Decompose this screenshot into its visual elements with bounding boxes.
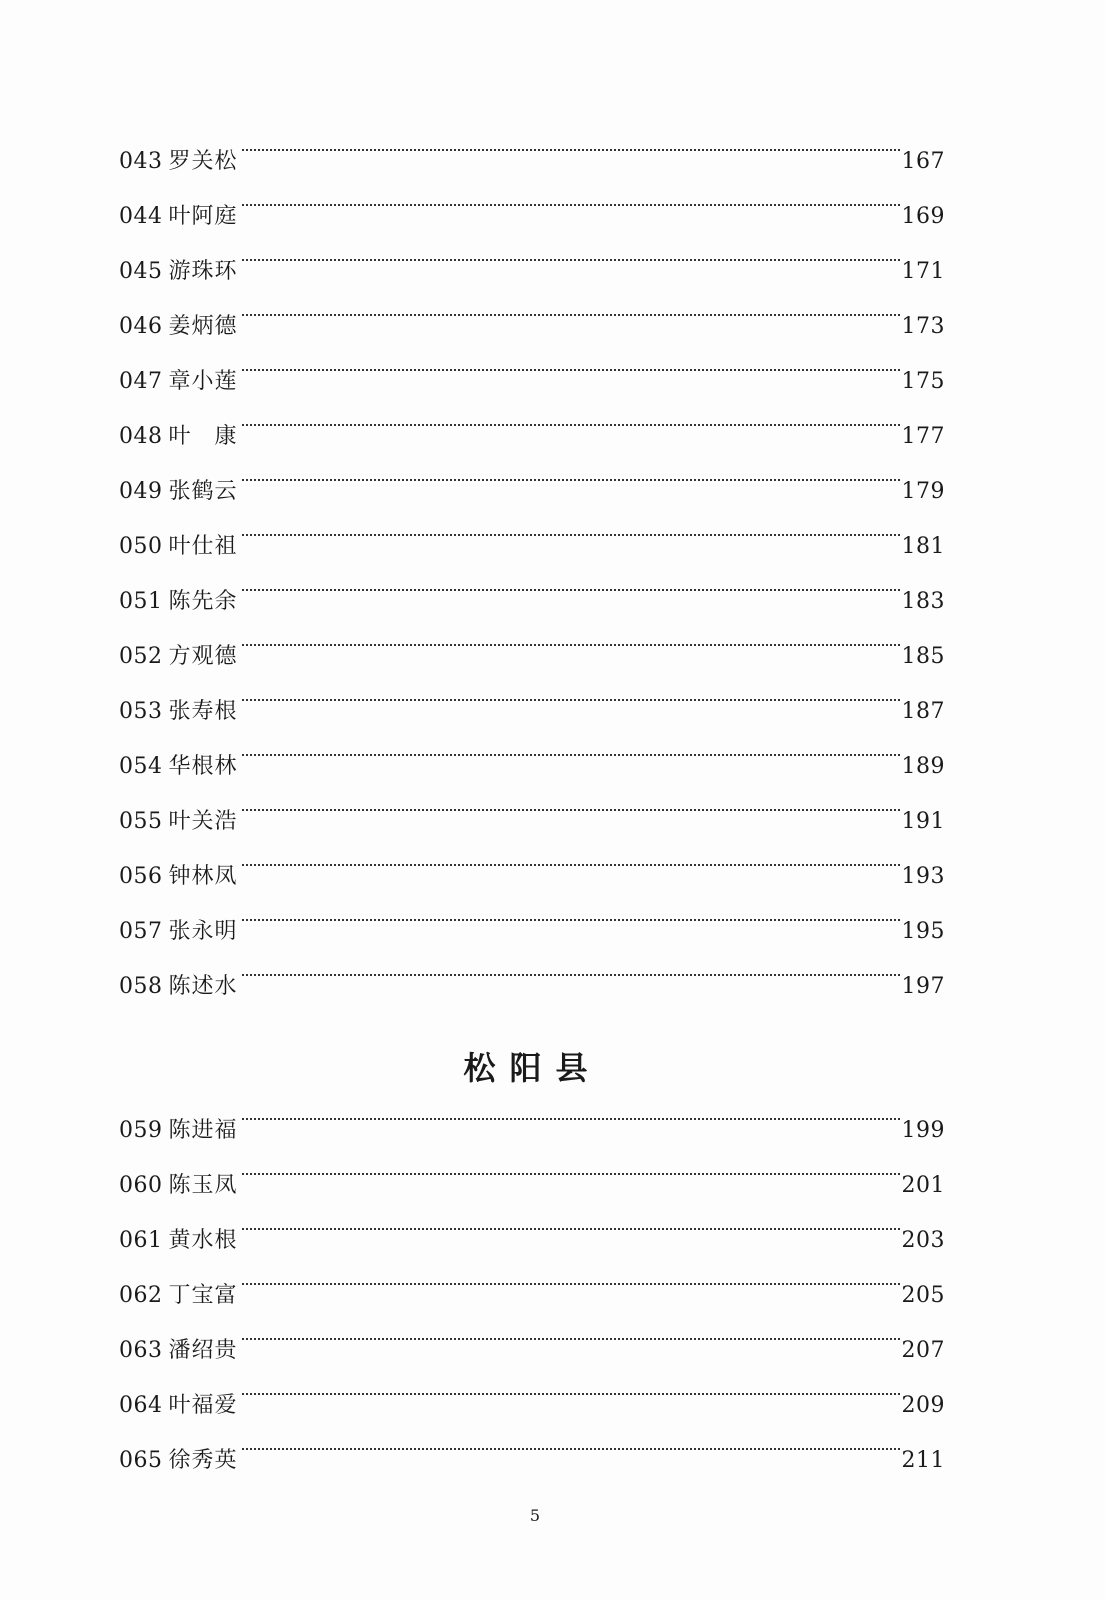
- entry-name: 黄水根: [168, 1228, 238, 1253]
- dot-leader: [242, 553, 900, 608]
- entry-number: 056: [119, 864, 163, 889]
- entry-page: 167: [901, 149, 945, 174]
- entry-name: 丁宝富: [168, 1283, 238, 1308]
- entry-number: 062: [119, 1283, 163, 1308]
- entry-name: 钟林凤: [168, 864, 238, 889]
- entry-name: 方观德: [168, 644, 238, 669]
- entry-name: 叶阿庭: [168, 204, 238, 229]
- entry-page: 173: [901, 314, 945, 339]
- toc-entry: [119, 1247, 945, 1308]
- entry-name: 叶 康: [168, 424, 238, 449]
- toc-entry: [119, 388, 945, 449]
- entry-page: 189: [901, 754, 945, 779]
- footer-page-number: 5: [529, 1506, 541, 1525]
- toc-entry: [119, 663, 945, 724]
- entry-name: 徐秀英: [168, 1448, 238, 1473]
- dot-leader: [242, 1137, 900, 1192]
- toc-entry: [119, 1412, 945, 1473]
- toc-entry: [119, 1192, 945, 1253]
- entry-name: 陈玉凤: [168, 1173, 238, 1198]
- entry-page: 203: [901, 1228, 945, 1253]
- entry-page: 171: [901, 259, 945, 284]
- toc-entry: [119, 498, 945, 559]
- entry-number: 057: [119, 919, 163, 944]
- dot-leader: [242, 388, 900, 443]
- entry-number: 046: [119, 314, 163, 339]
- dot-leader: [242, 1082, 900, 1137]
- entry-page: 177: [901, 424, 945, 449]
- toc-entry: [119, 773, 945, 834]
- entry-name: 华根林: [168, 754, 238, 779]
- entry-name: 姜炳德: [168, 314, 238, 339]
- entry-number: 059: [119, 1118, 163, 1143]
- entry-name: 章小莲: [168, 369, 238, 394]
- dot-leader: [242, 1412, 900, 1467]
- entry-page: 211: [901, 1448, 945, 1473]
- toc-entry: [119, 608, 945, 669]
- entry-number: 043: [119, 149, 163, 174]
- dot-leader: [242, 828, 900, 883]
- toc-list-bottom: [119, 1082, 945, 1473]
- dot-leader: [242, 718, 900, 773]
- toc-entry: [119, 223, 945, 284]
- entry-page: 181: [901, 534, 945, 559]
- dot-leader: [242, 883, 900, 938]
- dot-leader: [242, 223, 900, 278]
- entry-number: 055: [119, 809, 163, 834]
- entry-page: 207: [901, 1338, 945, 1363]
- entry-page: 195: [901, 919, 945, 944]
- dot-leader: [242, 113, 900, 168]
- entry-name: 张鹤云: [168, 479, 238, 504]
- dot-leader: [242, 1357, 900, 1412]
- toc-entry: [119, 168, 945, 229]
- entry-number: 065: [119, 1448, 163, 1473]
- entry-name: 陈述水: [168, 974, 238, 999]
- dot-leader: [242, 443, 900, 498]
- entry-page: 175: [901, 369, 945, 394]
- entry-number: 054: [119, 754, 163, 779]
- entry-number: 060: [119, 1173, 163, 1198]
- entry-name: 叶福爱: [168, 1393, 238, 1418]
- entry-name: 陈先余: [168, 589, 238, 614]
- toc-entry: [119, 1357, 945, 1418]
- entry-page: 199: [901, 1118, 945, 1143]
- entry-name: 叶关浩: [168, 809, 238, 834]
- dot-leader: [242, 663, 900, 718]
- section-heading: 松阳县: [463, 1049, 602, 1087]
- entry-number: 061: [119, 1228, 163, 1253]
- entry-name: 叶仕祖: [168, 534, 238, 559]
- entry-page: 179: [901, 479, 945, 504]
- dot-leader: [242, 773, 900, 828]
- entry-number: 049: [119, 479, 163, 504]
- toc-entry: [119, 828, 945, 889]
- toc-entry: [119, 1082, 945, 1143]
- toc-entry: [119, 443, 945, 504]
- entry-page: 169: [901, 204, 945, 229]
- entry-number: 044: [119, 204, 163, 229]
- entry-page: 191: [901, 809, 945, 834]
- entry-name: 张永明: [168, 919, 238, 944]
- entry-number: 063: [119, 1338, 163, 1363]
- entry-page: 185: [901, 644, 945, 669]
- entry-page: 187: [901, 699, 945, 724]
- entry-number: 047: [119, 369, 163, 394]
- toc-entry: [119, 278, 945, 339]
- toc-entry: [119, 1302, 945, 1363]
- entry-page: 183: [901, 589, 945, 614]
- toc-entry: [119, 553, 945, 614]
- entry-number: 050: [119, 534, 163, 559]
- dot-leader: [242, 938, 900, 993]
- toc-entry: [119, 1137, 945, 1198]
- entry-number: 053: [119, 699, 163, 724]
- entry-name: 陈进福: [168, 1118, 238, 1143]
- dot-leader: [242, 608, 900, 663]
- entry-name: 潘绍贵: [168, 1338, 238, 1363]
- dot-leader: [242, 333, 900, 388]
- dot-leader: [242, 1302, 900, 1357]
- entry-name: 张寿根: [168, 699, 238, 724]
- entry-page: 193: [901, 864, 945, 889]
- entry-number: 052: [119, 644, 163, 669]
- entry-name: 罗关松: [168, 149, 238, 174]
- entry-number: 058: [119, 974, 163, 999]
- entry-page: 197: [901, 974, 945, 999]
- entry-number: 051: [119, 589, 163, 614]
- toc-list-top: [119, 113, 945, 999]
- entry-page: 201: [901, 1173, 945, 1198]
- toc-entry: [119, 113, 945, 174]
- entry-name: 游珠环: [168, 259, 238, 284]
- dot-leader: [242, 1192, 900, 1247]
- dot-leader: [242, 168, 900, 223]
- toc-entry: [119, 333, 945, 394]
- dot-leader: [242, 498, 900, 553]
- entry-page: 209: [901, 1393, 945, 1418]
- dot-leader: [242, 278, 900, 333]
- toc-entry: [119, 718, 945, 779]
- entry-page: 205: [901, 1283, 945, 1308]
- entry-number: 048: [119, 424, 163, 449]
- toc-entry: [119, 883, 945, 944]
- dot-leader: [242, 1247, 900, 1302]
- toc-entry: [119, 938, 945, 999]
- entry-number: 064: [119, 1393, 163, 1418]
- entry-number: 045: [119, 259, 163, 284]
